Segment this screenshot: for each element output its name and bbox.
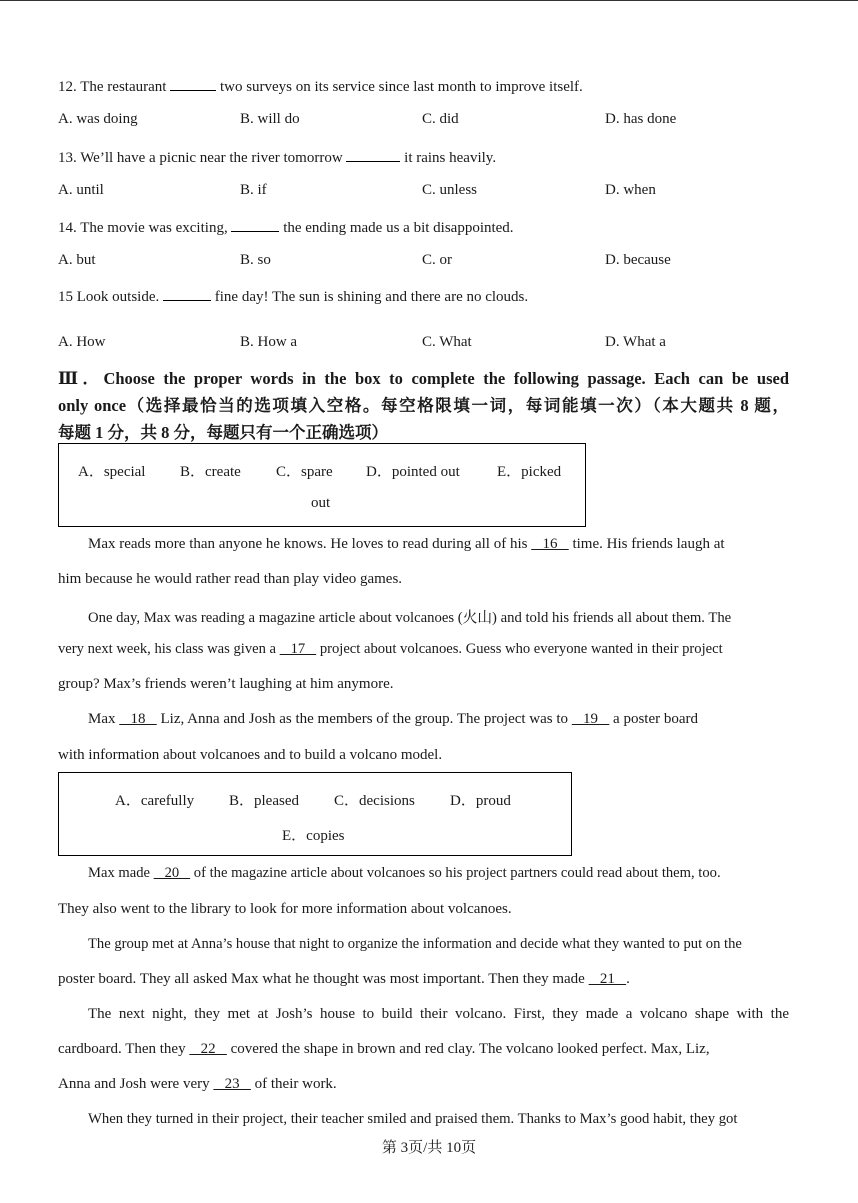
question-14 [58, 217, 514, 237]
section-heading: only once（选择最恰当的选项填入空格。每空格限填一词，每词能填一次）（本大题共 8 题， [58, 396, 789, 415]
passage-text: time. His friends laugh at [568, 536, 725, 552]
passage-text: poster board. They all asked Max what he thought was most important. Then they made [58, 971, 589, 987]
answer-blank [231, 217, 279, 232]
passage-text: very next week, his class was given a [58, 641, 280, 657]
passage-text: Max made [88, 865, 154, 881]
option-a: A. How [58, 334, 106, 350]
answer-blank [346, 147, 400, 162]
passage-text: Liz, Anna and Josh as the members of the group. The project was to [156, 711, 572, 727]
option-b: B. so [240, 252, 271, 268]
question-text: 15 Look outside. [58, 289, 163, 305]
option-a: A. but [58, 252, 96, 268]
answer-blank [170, 76, 216, 91]
word-option: out [311, 495, 331, 511]
passage-text: of the magazine article about volcanoes so his project partners could read about them, too. [190, 865, 721, 881]
question-text: 13. We’ll have a picnic near the river tomorrow [58, 150, 347, 166]
word-box [58, 772, 572, 856]
question-12 [58, 76, 583, 96]
blank-18: 18 [119, 711, 157, 727]
passage-text: Max [88, 711, 120, 727]
word-option: C．decisions [334, 793, 415, 809]
question-text: 14. The movie was exciting, [58, 220, 232, 236]
passage-text: project about volcanoes. Guess who everyone wanted in their project [316, 641, 723, 657]
word-box [58, 443, 586, 527]
question-15 [58, 286, 528, 306]
question-text: the ending made us a bit disappointed. [279, 220, 514, 236]
passage-line [58, 711, 789, 728]
passage-text: covered the shape in brown and red clay. The volcano looked perfect. Max, Liz, [226, 1041, 710, 1057]
passage-text: Anna and Josh were very [58, 1076, 214, 1092]
word-option: E．picked [497, 464, 562, 480]
question-text: it rains heavily. [400, 150, 497, 166]
blank-21: 21 [588, 971, 627, 987]
option-c: C. or [422, 252, 452, 268]
option-c: C. did [422, 111, 459, 127]
word-option: D．pointed out [366, 464, 460, 480]
word-option: B．create [180, 464, 241, 480]
question-13 [58, 147, 496, 167]
word-option: A．carefully [115, 793, 195, 809]
passage-line: They also went to the library to look for more information about volcanoes. [58, 901, 512, 917]
passage-text: . [626, 971, 630, 987]
passage-line [58, 536, 789, 553]
blank-17: 17 [279, 641, 317, 657]
word-option: E．copies [282, 828, 345, 844]
blank-19: 19 [571, 711, 610, 727]
passage-line: with information about volcanoes and to build a volcano model. [58, 747, 443, 763]
passage-line [58, 1076, 789, 1093]
section-heading: 每题 1 分，共 8 分，每题只有一个正确选项） [58, 423, 388, 442]
passage-line [58, 865, 789, 882]
passage-line: group? Max’s friends weren’t laughing at him anymore. [58, 676, 394, 692]
option-b: B. will do [240, 111, 300, 127]
option-c: C. unless [422, 182, 478, 198]
answer-blank [163, 286, 211, 301]
option-c: C. What [422, 334, 472, 350]
passage-line: One day, Max was reading a magazine article about volcanoes (火山) and told his friends all about them. The [88, 610, 732, 626]
passage-line [58, 1041, 789, 1058]
passage-text: cardboard. Then they [58, 1041, 190, 1057]
blank-20: 20 [153, 865, 191, 881]
passage-line: The group met at Anna’s house that night to organize the information and decide what they wanted to put on the [88, 936, 742, 952]
question-text: fine day! The sun is shining and there are no clouds. [211, 289, 529, 305]
blank-22: 22 [189, 1041, 227, 1057]
option-b: B. if [240, 182, 267, 198]
option-b: B. How a [240, 334, 298, 350]
passage-text: a poster board [609, 711, 699, 727]
passage-line [58, 971, 789, 988]
word-option: B．pleased [229, 793, 299, 809]
option-d: D. has done [605, 111, 677, 127]
passage-line: The next night, they met at Josh’s house to build their volcano. First, they made a volcano shape with the [88, 1006, 789, 1022]
top-border [0, 0, 858, 1]
passage-line: him because he would rather read than play video games. [58, 571, 403, 587]
passage-text: of their work. [250, 1076, 337, 1092]
option-a: A. was doing [58, 111, 138, 127]
word-option: C．spare [276, 464, 333, 480]
section-heading: Ⅲ．Choose the proper words in the box to complete the following passage. Each can be used [58, 369, 789, 388]
blank-16: 16 [531, 536, 569, 552]
option-d: D. because [605, 252, 671, 268]
passage-text: Max reads more than anyone he knows. He loves to read during all of his [88, 536, 532, 552]
passage-line: When they turned in their project, their teacher smiled and praised them. Thanks to Max’s good habit, they got [88, 1111, 738, 1127]
word-option: A．special [78, 464, 146, 480]
page-number: 第 3页/共 10页 [381, 1140, 477, 1156]
option-d: D. when [605, 182, 656, 198]
option-a: A. until [58, 182, 104, 198]
passage-line [58, 641, 789, 658]
option-d: D. What a [605, 334, 666, 350]
blank-23: 23 [213, 1076, 251, 1092]
question-text: two surveys on its service since last month to improve itself. [216, 79, 583, 95]
question-text: 12. The restaurant [58, 79, 171, 95]
word-option: D．proud [450, 793, 511, 809]
